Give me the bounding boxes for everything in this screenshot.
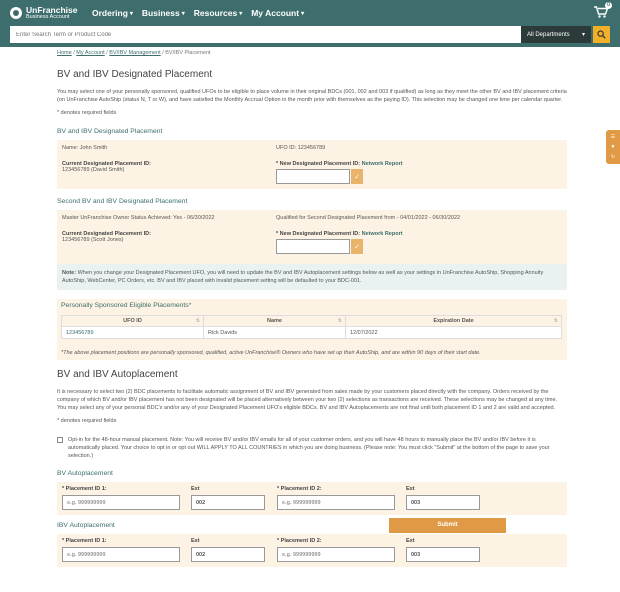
autoplacement-required-note: * denotes required fields bbox=[57, 418, 117, 424]
list-icon[interactable]: ☰ bbox=[610, 133, 616, 140]
nav-business[interactable]: Business ▾ bbox=[141, 8, 185, 18]
second-panel bbox=[57, 210, 567, 264]
ibv-autoplacement-heading: IBV Autoplacement bbox=[57, 522, 115, 529]
intro-text: You may select one of your personally sponsored, qualified UFOs to be eligible to place volume in their original BDCs (001, 002 and 003 if qualified) as long as they meet the other BV and IBV placement criteria (on UnFranchise AutoShip (status N, T or W), and have satisfied the Monthly Accrual Option in the month prior with themselves as the paying ID). This selection may be changed one time per calendar quarter. bbox=[57, 89, 567, 103]
bv-id2-label: * Placement ID 2: bbox=[277, 486, 322, 492]
submit-button[interactable]: Submit bbox=[389, 518, 506, 533]
qualified-period: Qualified for Second Designated Placement from - 04/01/2022 - 06/30/2022 bbox=[276, 215, 461, 221]
sort-icon[interactable]: ⇅ bbox=[195, 318, 200, 324]
ibv-ext1-label: Ext bbox=[191, 538, 200, 544]
row-expiration: 12/07/2022 bbox=[346, 327, 562, 339]
column-header-expiration[interactable]: Expiration Date ⇅ bbox=[346, 316, 562, 327]
chevron-down-icon: ▾ bbox=[581, 32, 585, 38]
eligible-panel bbox=[57, 299, 567, 360]
network-report-link[interactable]: Network Report bbox=[361, 161, 403, 167]
second-current-value: 123456789 (Scott Jones) bbox=[62, 237, 124, 243]
chevron-down-icon: ▾ bbox=[239, 10, 243, 17]
side-quick-panel[interactable] bbox=[606, 130, 620, 164]
ibv-id1-label: * Placement ID 1: bbox=[62, 538, 107, 544]
row-ufo-id[interactable]: 123456789 bbox=[62, 327, 204, 339]
check-icon: ✓ bbox=[354, 173, 360, 181]
logo-mark-icon bbox=[10, 7, 22, 19]
breadcrumb-home[interactable]: Home bbox=[57, 50, 72, 56]
optin-row bbox=[57, 436, 567, 460]
new-placement-input[interactable] bbox=[276, 169, 350, 184]
second-heading: Second BV and IBV Designated Placement bbox=[57, 198, 188, 205]
column-header-ufo-id[interactable]: UFO ID ⇅ bbox=[62, 316, 204, 327]
main-nav bbox=[92, 8, 304, 18]
ibv-id2-label: * Placement ID 2: bbox=[277, 538, 322, 544]
breadcrumb-my-account[interactable]: My Account bbox=[76, 50, 105, 56]
row-name: Rick Davids bbox=[204, 327, 346, 339]
second-new-placement-input[interactable] bbox=[276, 239, 350, 254]
second-new-label: * New Designated Placement ID: bbox=[276, 231, 361, 237]
bv-ext2-label: Ext bbox=[406, 486, 415, 492]
search-icon bbox=[597, 30, 606, 39]
eligible-heading: Personally Sponsored Eligible Placements* bbox=[61, 302, 192, 309]
check-icon: ✓ bbox=[354, 243, 360, 251]
optin-text: Opt-in for the 48-hour manual placement. Note: You will receive BV and/or IBV emails for all of your customer orders, and you will have 48 hours to manually place the BV and/or IBV before it is automatically placed. Your choice to opt in or opt out WILL APPLY TO ALL COUNTRIES in which you are doing business. (Please note: You must click "Submit" at the bottom of the page to save your selection.) bbox=[68, 437, 550, 459]
logo-subtitle: Business Account bbox=[26, 13, 70, 20]
ibv-placement-id2-input[interactable]: e.g. 999999999 bbox=[277, 547, 395, 562]
autoplacement-intro: It is necessary to select two (2) BDC placements to facilitate automatic assignment of BV and IBV generated from sales made by your customers placed directly with the company. Orders received by the company of which BV and/or IBV placement has not been designated will be placed alternatively between your two (2) selections as transactions are received. These selections may be changed at any time. You may select any of your personal BDC's and/or any of your Designated Placement UFO's eligible BDCs. BV and IBV Autoplacements are not final until both placement ID 1 and 2 are valid and accepted. bbox=[57, 389, 558, 411]
search-bar bbox=[0, 26, 620, 47]
nav-ordering[interactable]: Ordering ▾ bbox=[92, 8, 133, 18]
ufo-id: UFO ID: 123456789 bbox=[276, 145, 326, 151]
bv-id1-label: * Placement ID 1: bbox=[62, 486, 107, 492]
chevron-down-icon: ▾ bbox=[129, 10, 133, 17]
cart-icon[interactable]: ▼ bbox=[610, 143, 616, 150]
autoplacement-title: BV and IBV Autoplacement bbox=[57, 369, 178, 380]
bv-ext1-label: Ext bbox=[191, 486, 200, 492]
shopping-cart-icon[interactable] bbox=[594, 2, 610, 18]
chevron-down-icon: ▾ bbox=[181, 10, 185, 17]
main-content bbox=[57, 50, 567, 574]
cart-count-badge: 0 bbox=[605, 2, 612, 9]
top-navigation-bar bbox=[0, 0, 620, 26]
current-placement-label: Current Designated Placement ID: bbox=[62, 161, 151, 167]
designated-heading: BV and IBV Designated Placement bbox=[57, 128, 163, 135]
unfranchise-logo[interactable] bbox=[10, 6, 82, 20]
bv-placement-id1-input[interactable]: e.g. 999999999 bbox=[62, 495, 180, 510]
confirm-button[interactable] bbox=[351, 169, 363, 184]
bv-ext2-input[interactable]: 003 bbox=[406, 495, 480, 510]
ibv-ext1-input[interactable]: 002 bbox=[191, 547, 265, 562]
breadcrumb-current: BV/IBV Placement bbox=[165, 50, 211, 56]
nav-my-account[interactable]: My Account ▾ bbox=[251, 8, 305, 18]
refresh-icon[interactable]: ↻ bbox=[610, 153, 616, 160]
designated-panel bbox=[57, 140, 567, 189]
table-row[interactable] bbox=[62, 327, 562, 339]
member-name: Name: John Smith bbox=[62, 145, 108, 151]
search-button[interactable] bbox=[593, 26, 610, 43]
page-title: BV and IBV Designated Placement bbox=[57, 69, 213, 80]
breadcrumb-bv-ibv-management[interactable]: BV/IBV Management bbox=[109, 50, 161, 56]
ibv-autoplacement-panel bbox=[57, 534, 567, 567]
sort-icon[interactable]: ⇅ bbox=[553, 318, 558, 324]
second-network-report-link[interactable]: Network Report bbox=[361, 231, 403, 237]
bv-autoplacement-heading: BV Autoplacement bbox=[57, 470, 113, 477]
required-note: * denotes required fields bbox=[57, 110, 117, 116]
logo-name: UnFranchise bbox=[26, 5, 78, 15]
master-status: Master UnFranchise Owner Status Achieved: Yes - 06/30/2022 bbox=[62, 215, 215, 221]
bv-ext1-input[interactable]: 002 bbox=[191, 495, 265, 510]
ibv-ext2-input[interactable]: 003 bbox=[406, 547, 480, 562]
second-current-label: Current Designated Placement ID: bbox=[62, 231, 151, 237]
bv-autoplacement-panel bbox=[57, 482, 567, 515]
ibv-placement-id1-input[interactable]: e.g. 999999999 bbox=[62, 547, 180, 562]
second-confirm-button[interactable] bbox=[351, 239, 363, 254]
department-select[interactable]: All Departments ▾ bbox=[521, 26, 591, 43]
breadcrumb: Home / My Account / BV/IBV Management / BV/IBV Placement bbox=[57, 50, 211, 56]
note-box: Note: When you change your Designated Placement UFO, you will need to update the BV and IBV Autoplacement settings below as well as your settings in UnFranchise AutoShip, Shopping Annuity AutoShip, WebCenter, PC Orders, etc. BV and IBV placed with invalid placement setting will be defaulted to your BDC-001. bbox=[57, 264, 567, 290]
new-placement-label: * New Designated Placement ID: bbox=[276, 161, 361, 167]
bv-placement-id2-input[interactable]: e.g. 999999999 bbox=[277, 495, 395, 510]
ibv-ext2-label: Ext bbox=[406, 538, 415, 544]
current-placement-value: 123456789 (David Smith) bbox=[62, 167, 125, 173]
eligible-table bbox=[61, 315, 562, 339]
column-header-name[interactable]: Name ⇅ bbox=[204, 316, 346, 327]
search-input[interactable] bbox=[10, 26, 521, 43]
eligible-footnote: *The above placement positions are personally sponsored, qualified, active UnFranchise® Owners who have set up their AutoShip, and are within 90 days of their start date. bbox=[61, 350, 481, 356]
chevron-down-icon: ▾ bbox=[301, 10, 305, 17]
optin-checkbox[interactable] bbox=[57, 437, 63, 443]
sort-icon[interactable]: ⇅ bbox=[337, 318, 342, 324]
nav-resources[interactable]: Resources ▾ bbox=[193, 8, 243, 18]
